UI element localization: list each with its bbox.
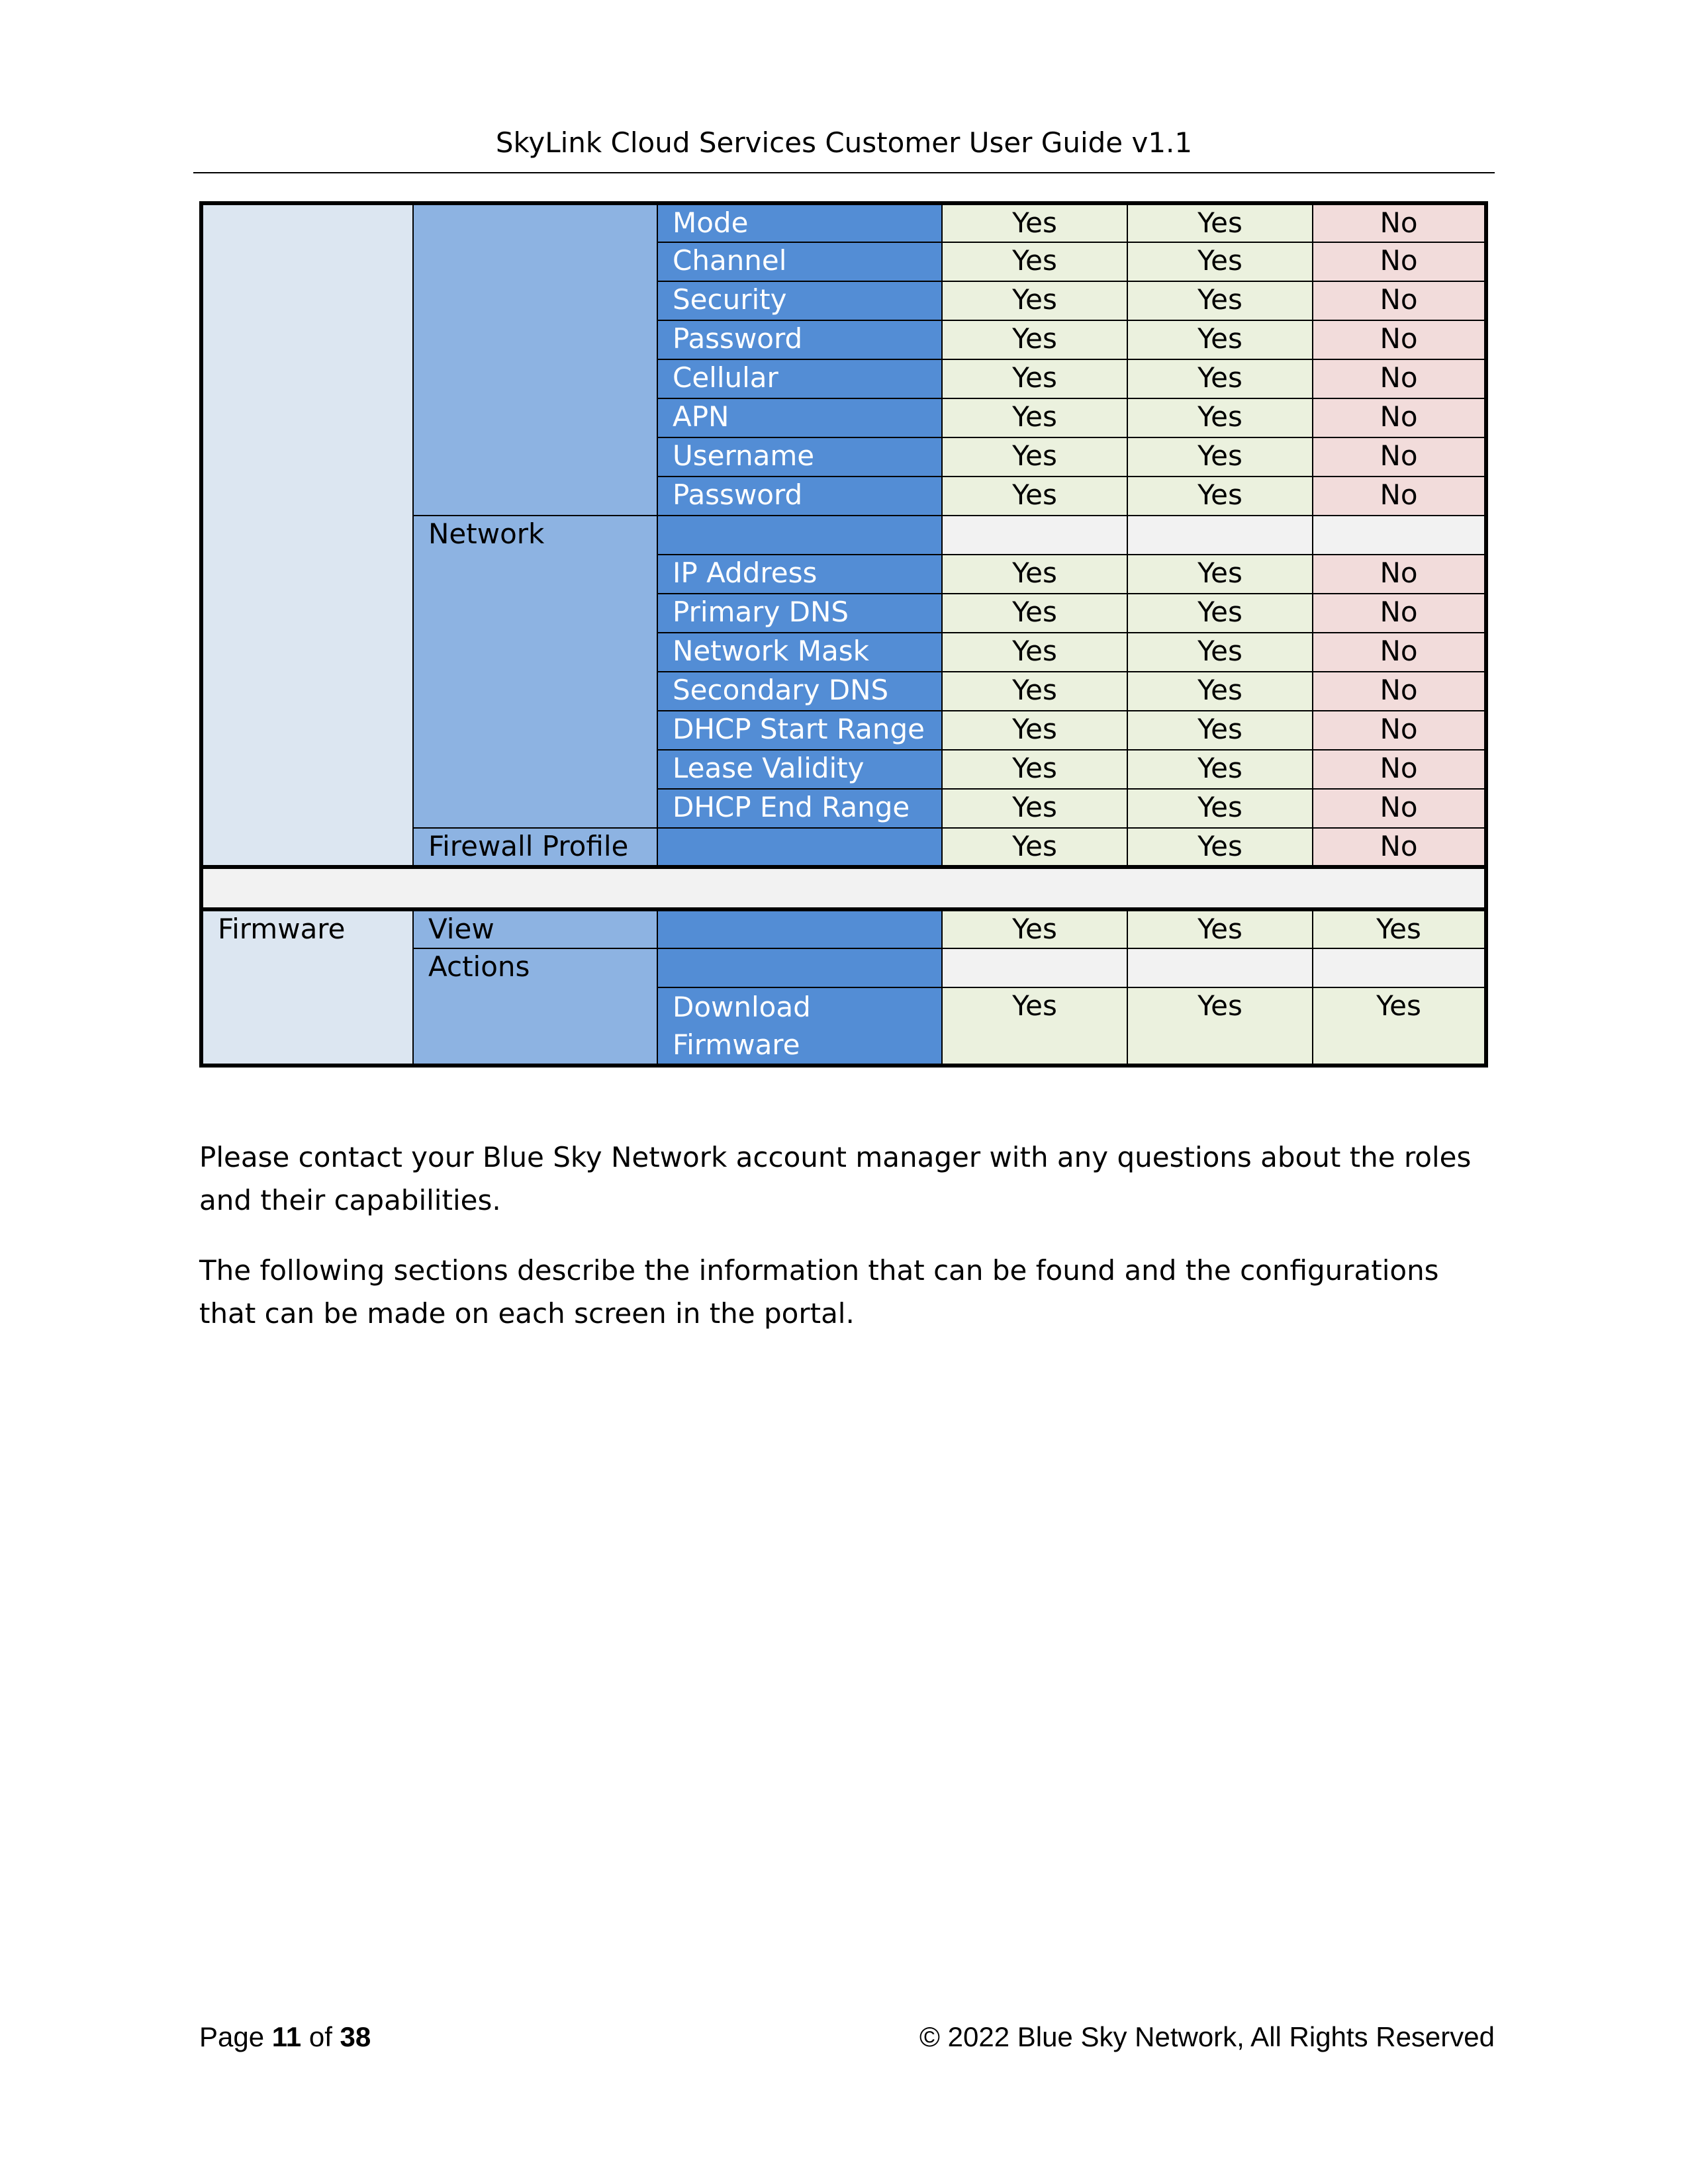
- value-cell: Yes: [1127, 281, 1313, 320]
- value-cell: No: [1313, 828, 1486, 867]
- value-cell: Yes: [942, 320, 1127, 359]
- value-cell: Yes: [942, 633, 1127, 672]
- value-cell: No: [1313, 281, 1486, 320]
- item-cell: [657, 948, 942, 987]
- value-cell: Yes: [1127, 711, 1313, 750]
- section-separator-row: [201, 867, 1486, 909]
- page-of: of: [308, 2021, 332, 2052]
- section-cell: [201, 203, 413, 867]
- item-cell: Download Firmware: [657, 987, 942, 1066]
- group-cell: [413, 203, 657, 516]
- footer-copyright: © 2022 Blue Sky Network, All Rights Reserved: [919, 2021, 1495, 2052]
- paragraph-sections: The following sections describe the information that can be found and the configurations that can be made on each screen in the portal.: [199, 1254, 1439, 1330]
- page-prefix: Page: [199, 2021, 265, 2052]
- value-cell: No: [1313, 750, 1486, 789]
- page-header-title: SkyLink Cloud Services Customer User Guide v1.1: [495, 126, 1193, 159]
- item-cell: Mode: [657, 203, 942, 242]
- value-cell: Yes: [942, 359, 1127, 398]
- item-cell: Password: [657, 320, 942, 359]
- item-cell: DHCP Start Range: [657, 711, 942, 750]
- value-cell: Yes: [1127, 242, 1313, 281]
- item-cell: Password: [657, 477, 942, 516]
- item-cell: [657, 909, 942, 948]
- value-cell: Yes: [1313, 909, 1486, 948]
- value-cell: [942, 948, 1127, 987]
- item-cell: IP Address: [657, 555, 942, 594]
- group-cell: Network: [413, 516, 657, 828]
- value-cell: Yes: [942, 398, 1127, 437]
- value-cell: Yes: [1127, 359, 1313, 398]
- value-cell: No: [1313, 359, 1486, 398]
- value-cell: Yes: [942, 828, 1127, 867]
- item-cell: [657, 516, 942, 555]
- value-cell: Yes: [942, 711, 1127, 750]
- value-cell: Yes: [942, 281, 1127, 320]
- value-cell: Yes: [942, 437, 1127, 477]
- value-cell: [1313, 948, 1486, 987]
- value-cell: Yes: [1127, 828, 1313, 867]
- value-cell: Yes: [1127, 203, 1313, 242]
- value-cell: Yes: [1127, 987, 1313, 1066]
- value-cell: Yes: [942, 987, 1127, 1066]
- value-cell: Yes: [1127, 789, 1313, 828]
- value-cell: Yes: [1127, 909, 1313, 948]
- item-cell: Network Mask: [657, 633, 942, 672]
- table-row: [201, 909, 1486, 948]
- value-cell: Yes: [942, 750, 1127, 789]
- value-cell: No: [1313, 555, 1486, 594]
- header-divider: [193, 172, 1495, 173]
- value-cell: Yes: [1127, 555, 1313, 594]
- item-cell: Secondary DNS: [657, 672, 942, 711]
- value-cell: Yes: [942, 242, 1127, 281]
- value-cell: No: [1313, 672, 1486, 711]
- value-cell: [942, 516, 1127, 555]
- item-cell: APN: [657, 398, 942, 437]
- table-row: [201, 203, 1486, 242]
- permissions-table: [199, 201, 1488, 1068]
- value-cell: Yes: [942, 477, 1127, 516]
- value-cell: No: [1313, 320, 1486, 359]
- value-cell: No: [1313, 789, 1486, 828]
- value-cell: Yes: [942, 909, 1127, 948]
- item-cell: Channel: [657, 242, 942, 281]
- group-cell: Actions: [413, 948, 657, 1066]
- value-cell: No: [1313, 477, 1486, 516]
- value-cell: [1127, 948, 1313, 987]
- value-cell: Yes: [942, 594, 1127, 633]
- value-cell: Yes: [1313, 987, 1486, 1066]
- value-cell: [1313, 516, 1486, 555]
- item-cell: [657, 828, 942, 867]
- item-cell: DHCP End Range: [657, 789, 942, 828]
- section-cell: Firmware: [201, 909, 413, 1066]
- value-cell: Yes: [1127, 672, 1313, 711]
- page-total: 38: [340, 2021, 371, 2052]
- value-cell: No: [1313, 594, 1486, 633]
- value-cell: [1127, 516, 1313, 555]
- value-cell: Yes: [1127, 477, 1313, 516]
- value-cell: Yes: [942, 555, 1127, 594]
- group-cell: Firewall Profile: [413, 828, 657, 867]
- group-cell: View: [413, 909, 657, 948]
- value-cell: No: [1313, 711, 1486, 750]
- value-cell: No: [1313, 242, 1486, 281]
- value-cell: Yes: [942, 203, 1127, 242]
- separator-cell: [201, 867, 1486, 909]
- item-cell: Lease Validity: [657, 750, 942, 789]
- value-cell: Yes: [1127, 633, 1313, 672]
- paragraph-contact: Please contact your Blue Sky Network account manager with any questions about the roles and their capabilities.: [199, 1141, 1472, 1216]
- value-cell: Yes: [1127, 594, 1313, 633]
- page-current: 11: [271, 2021, 302, 2052]
- value-cell: Yes: [1127, 398, 1313, 437]
- item-cell: Security: [657, 281, 942, 320]
- footer-page-number: [199, 2019, 371, 2056]
- item-cell: Primary DNS: [657, 594, 942, 633]
- value-cell: Yes: [942, 672, 1127, 711]
- value-cell: Yes: [942, 789, 1127, 828]
- item-cell: Username: [657, 437, 942, 477]
- value-cell: No: [1313, 398, 1486, 437]
- value-cell: No: [1313, 633, 1486, 672]
- item-cell: Cellular: [657, 359, 942, 398]
- value-cell: Yes: [1127, 750, 1313, 789]
- value-cell: Yes: [1127, 320, 1313, 359]
- value-cell: No: [1313, 203, 1486, 242]
- value-cell: No: [1313, 437, 1486, 477]
- value-cell: Yes: [1127, 437, 1313, 477]
